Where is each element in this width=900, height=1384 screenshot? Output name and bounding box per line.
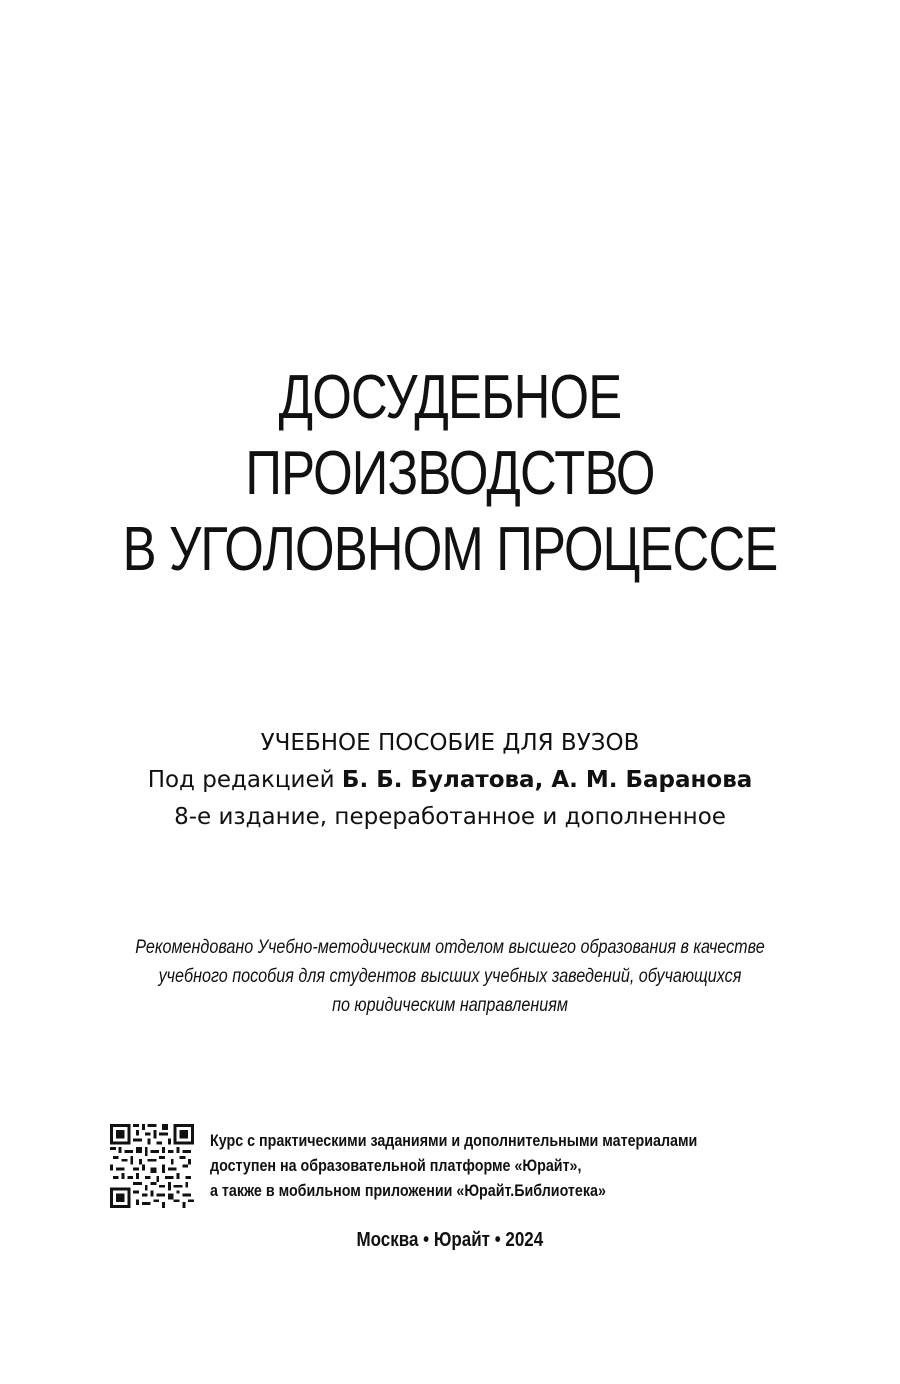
recommendation-line-1: Рекомендовано Учебно-методическим отделом высшего образования в качестве: [135, 937, 765, 958]
editors: [0, 762, 900, 799]
course-info: [110, 1122, 810, 1212]
course-line-1: Курс с практическими заданиями и дополнительными материалами: [210, 1131, 698, 1150]
editors-prefix: Под редакцией: [147, 767, 342, 793]
edition-info: 8-е издание, переработанное и дополненное: [174, 804, 726, 830]
book-title: [0, 360, 900, 588]
course-line-3: а также в мобильном приложении «Юрайт.Библиотека»: [210, 1181, 606, 1200]
recommendation-line-2: учебного пособия для студентов высших учебных заведений, обучающихся: [158, 966, 742, 987]
book-meta: [0, 725, 900, 836]
editors-names: Б. Б. Булатова, А. М. Баранова: [341, 767, 753, 793]
title-line-2: ПРОИЗВОДСТВО: [245, 439, 655, 508]
recommendation-line-3: по юридическим направлениям: [332, 995, 568, 1016]
title-line-1: ДОСУДЕБНОЕ: [278, 363, 622, 432]
course-line-2: доступен на образовательной платформе «Юрайт»,: [210, 1156, 582, 1175]
title-line-3: В УГОЛОВНОМ ПРОЦЕССЕ: [122, 515, 778, 584]
course-text: [210, 1128, 850, 1203]
recommendation-note: [0, 933, 900, 1020]
qr-code-icon: [110, 1124, 194, 1208]
imprint-text: Москва • Юрайт • 2024: [356, 1229, 544, 1251]
publication-type: УЧЕБНОЕ ПОСОБИЕ ДЛЯ ВУЗОВ: [260, 730, 640, 756]
imprint: [0, 1226, 900, 1254]
